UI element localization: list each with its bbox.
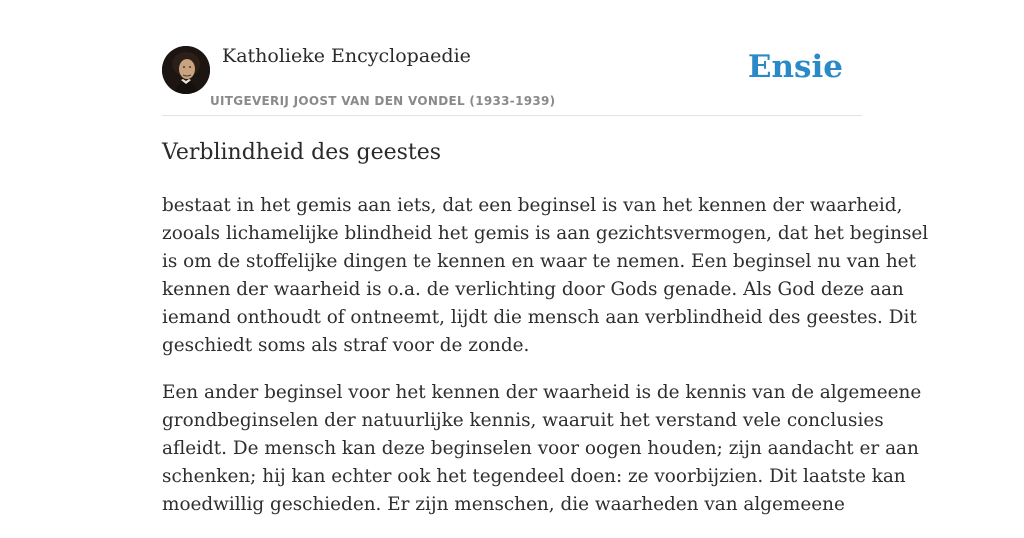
text-line: afleidt. De mensch kan deze beginselen voor oogen houden; zijn aandacht er aan bbox=[162, 438, 919, 459]
page-container bbox=[162, 0, 929, 515]
text-line: is om de stoffelijke dingen te kennen en waar te nemen. Een beginsel nu van het bbox=[162, 251, 916, 272]
text-line: zooals lichamelijke blindheid het gemis is aan gezichtsvermogen, dat het beginsel bbox=[162, 223, 929, 244]
text-line: kennen der waarheid is o.a. de verlichting door Gods genade. Als God deze aan bbox=[162, 279, 904, 300]
site-subtitle: UITGEVERIJ JOOST VAN DEN VONDEL (1933-1939) bbox=[210, 94, 556, 108]
text-line: geschiedt soms als straf voor de zonde. bbox=[162, 335, 530, 356]
site-header bbox=[162, 0, 862, 116]
text-line: grondbeginselen der natuurlijke kennis, waaruit het verstand vele conclusies bbox=[162, 410, 884, 431]
ensie-logo[interactable]: Ensie bbox=[747, 49, 843, 85]
article-body bbox=[162, 192, 929, 538]
portrait-avatar-icon bbox=[162, 46, 210, 94]
text-line: iemand onthoudt of ontneemt, lijdt die mensch aan verblindheid des geestes. Dit bbox=[162, 307, 917, 328]
text-line: moedwillig geschieden. Er zijn menschen, die waarheden van algemeene bbox=[162, 494, 845, 515]
article-title: Verblindheid des geestes bbox=[162, 140, 442, 165]
paragraph-2 bbox=[162, 379, 922, 519]
text-line: schenken; hij kan echter ook het tegendeel doen: ze voorbijzien. Dit laatste kan bbox=[162, 466, 906, 487]
avatar[interactable] bbox=[162, 46, 210, 94]
text-line: Een ander beginsel voor het kennen der waarheid is de kennis van de algemeene bbox=[162, 382, 922, 403]
paragraph-1 bbox=[162, 192, 929, 360]
site-title[interactable]: Katholieke Encyclopaedie bbox=[222, 45, 471, 67]
text-line: bestaat in het gemis aan iets, dat een beginsel is van het kennen der waarheid, bbox=[162, 195, 903, 216]
